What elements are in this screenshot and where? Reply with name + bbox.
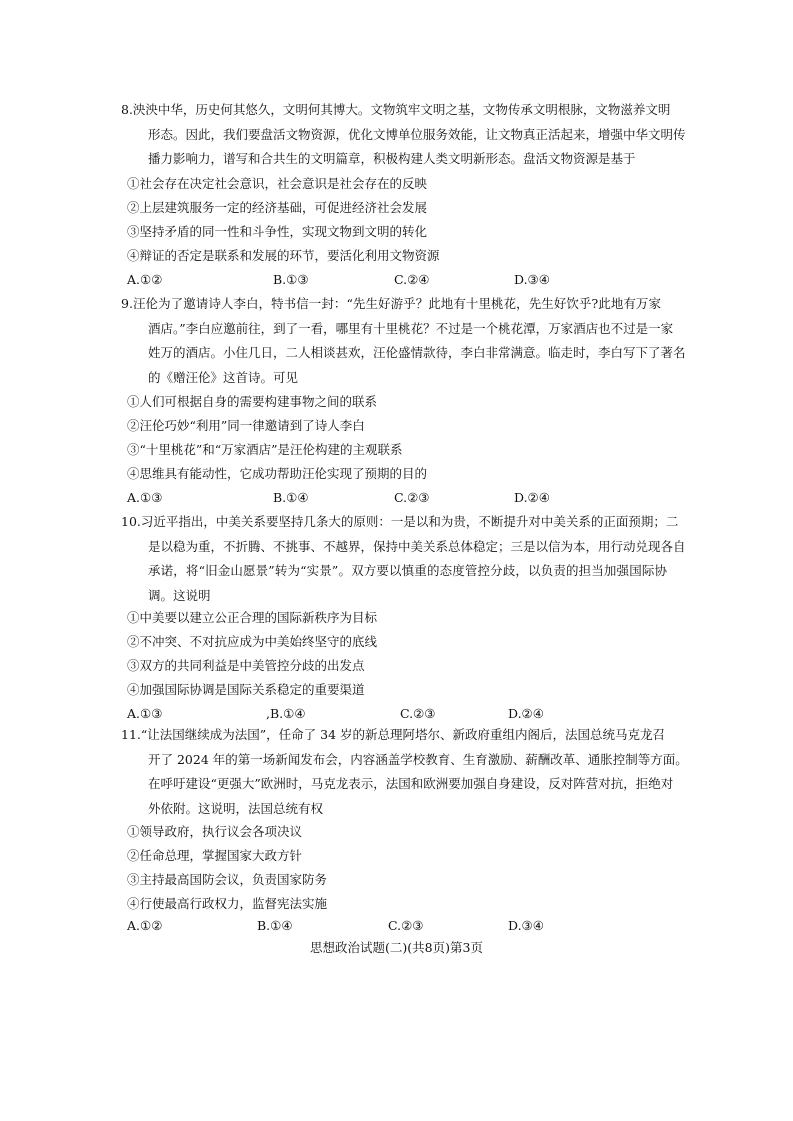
question-11-option-c: C.②③ [388, 918, 424, 933]
question-9-line-2: 酒店。”李白应邀前往，到了一看，哪里有十里桃花？不过是一个桃花潭，万家酒店也不过是一家 [148, 320, 674, 336]
question-10-statement-2: ②不冲突、不对抗应成为中美始终坚守的底线 [127, 634, 378, 649]
question-8-line-1: 8.泱泱中华，历史何其悠久，文明何其博大。文物筑牢文明之基，文物传承文明根脉，文物滋养文明 [121, 102, 671, 117]
question-10-statement-3: ③双方的共同利益是中美管控分歧的出发点 [127, 658, 365, 673]
question-9-statement-2: ②汪伦巧妙“利用”同一律邀请到了诗人李白 [127, 418, 365, 433]
question-11-statement-2: ②任命总理，掌握国家大政方针 [127, 848, 303, 863]
question-8-statement-4: ④辩证的否定是联系和发展的环节，要活化利用文物资源 [127, 248, 440, 263]
question-9-statement-4: ④思维具有能动性，它成功帮助汪伦实现了预期的目的 [127, 466, 428, 481]
question-9-statement-1: ①人们可根据自身的需要构建事物之间的联系 [127, 394, 378, 409]
question-9-option-d: D.②④ [514, 490, 550, 505]
question-10-line-2: 是以稳为重，不折腾、不挑事、不越界，保持中美关系总体稳定；三是以信为本，用行动兑现各自 [148, 538, 686, 554]
question-8-options [127, 268, 687, 292]
question-9-option-b: B.①④ [273, 490, 309, 505]
question-10-line-3: 承诺，将“旧金山愿景”转为“实景”。双方要以慎重的态度管控分歧，以负责的担当加强国际协 [148, 563, 667, 578]
question-11-statement-1: ①领导政府，执行议会各项决议 [127, 824, 303, 839]
question-8-statement-1: ①社会存在决定社会意识，社会意识是社会存在的反映 [127, 176, 428, 191]
question-10-statement-1: ①中美要以建立公正合理的国际新秩序为目标 [127, 610, 378, 625]
question-9-line-1: 9.汪伦为了邀请诗人李白，特书信一封：“先生好游乎？此地有十里桃花，先生好饮乎?此地有万家 [121, 296, 661, 311]
question-11-stem [121, 723, 688, 821]
question-10-option-b: ,B.①④ [266, 706, 306, 721]
question-11-statement-4: ④行使最高行政权力，监督宪法实施 [127, 896, 328, 911]
question-8-statement-2: ②上层建筑服务一定的经济基础，可促进经济社会发展 [127, 200, 428, 215]
question-8-line-3: 播力影响力，谱写和合共生的文明篇章，积极构建人类文明新形态。盘活文物资源是基于 [148, 151, 636, 166]
question-10-option-d: D.②④ [508, 706, 544, 721]
question-11-line-3: 在呼吁建设“更强大”欧洲时，马克龙表示，法国和欧洲要加强自身建设，反对阵营对抗，拒绝对 [148, 776, 674, 791]
question-10-line-1: 10.习近平指出，中美关系要坚持几条大的原则：一是以和为贵，不断提升对中美关系的正面预期；二 [121, 514, 679, 529]
question-11-line-4: 外依附。这说明，法国总统有权 [148, 800, 324, 816]
question-8-option-c: C.②④ [394, 272, 430, 287]
question-11-line-2: 开了 2024 年的第一场新闻发布会，内容涵盖学校教育、生育激励、薪酬改革、通胀控制等方面。 [148, 751, 688, 767]
question-8-stem [121, 98, 686, 172]
question-9-statement-3: ③“十里桃花”和“万家酒店”是汪伦构建的主观联系 [127, 442, 403, 457]
question-8-option-a: A.①② [127, 272, 163, 287]
question-11-statement-3: ③主持最高国防会议，负责国家防务 [127, 872, 328, 887]
question-9-line-4: 的《赠汪伦》这首诗。可见 [148, 369, 299, 385]
question-8-statement-3: ③坚持矛盾的同一性和斗争性，实现文物到文明的转化 [127, 224, 428, 239]
question-11-line-1: 11.“让法国继续成为法国”，任命了 34 岁的新总理阿塔尔、新政府重组内阁后，法国总统马克龙召 [121, 727, 666, 742]
question-11-option-d: D.③④ [508, 918, 544, 933]
question-8-option-d: D.③④ [514, 272, 550, 287]
question-11-option-b: B.①④ [257, 918, 293, 933]
question-10-line-4: 调。这说明 [148, 587, 211, 603]
question-11-option-a: A.①② [127, 918, 163, 933]
question-10-statement-4: ④加强国际协调是国际关系稳定的重要渠道 [127, 682, 365, 697]
question-9-line-3: 姓万的酒店。小住几日，二人相谈甚欢，汪伦盛情款待，李白非常满意。临走时，李白写下了著名 [148, 345, 686, 360]
question-10-stem [121, 510, 686, 608]
question-9-option-a: A.①③ [127, 490, 163, 505]
page-footer: 思想政治试题(二)(共8页)第3页 [310, 940, 483, 955]
question-9-option-c: C.②③ [394, 490, 430, 505]
question-9-options [127, 486, 687, 510]
question-8-option-b: B.①③ [273, 272, 309, 287]
question-10-option-c: C.②③ [400, 706, 436, 721]
question-11-options [127, 914, 687, 938]
question-8-line-2: 形态。因此，我们要盘活文物资源，优化文博单位服务效能，让文物真正活起来，增强中华文明传 [148, 126, 686, 142]
question-10-option-a: A.①③ [127, 706, 163, 721]
question-9-stem [121, 292, 686, 390]
